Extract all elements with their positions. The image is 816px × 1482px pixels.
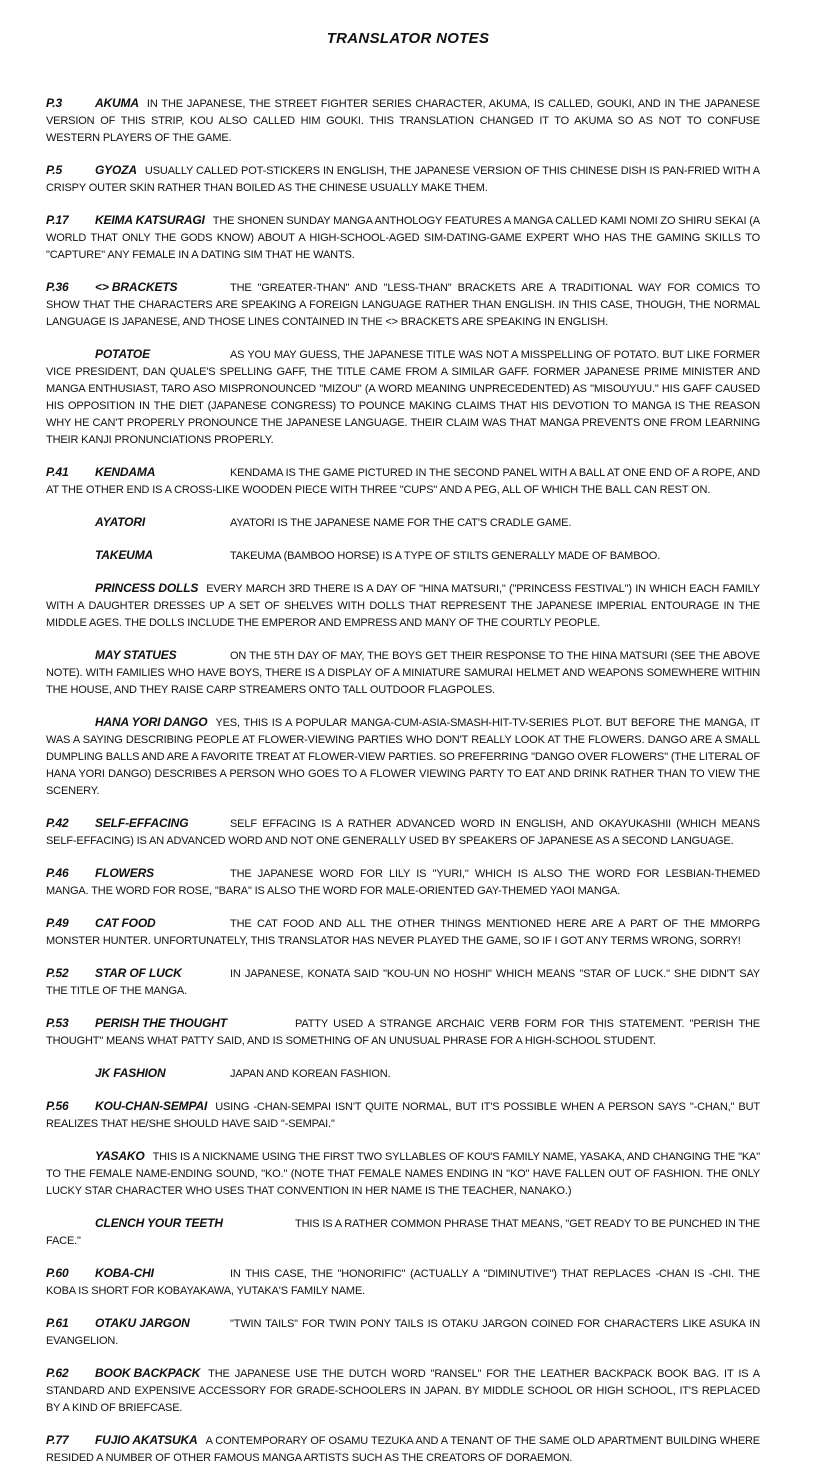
note-text: IN JAPANESE, KONATA SAID "KOU-UN NO HOSHI" WHICH MEANS "STAR OF LUCK." SHE DIDN'T SAY THE TITLE OF THE MANGA. [46, 968, 760, 997]
note-term: CAT FOOD [95, 916, 156, 930]
note-text: EVERY MARCH 3RD THERE IS A DAY OF "HINA MATSURI," ("PRINCESS FESTIVAL") IN WHICH EACH FAMILY WITH A DAUGHTER DRESSES UP A SET OF SHELVES WITH DOLLS THAT REPRESENT THE JAPANESE IMPERIAL ENTOURAGE IN THE MIDDLE AGES. THE DOLLS INCLUDE THE EMPEROR AND EMPRESS AND MANY OF THE COURTLY PEOPLE. [46, 583, 760, 629]
note-entry [46, 1432, 760, 1467]
note-entry [46, 1265, 760, 1300]
note-term: YASAKO [95, 1149, 145, 1163]
note-page-number: P.60 [46, 1266, 69, 1280]
note-text: THIS IS A RATHER COMMON PHRASE THAT MEANS, "GET READY TO BE PUNCHED IN THE FACE." [46, 1218, 760, 1247]
note-term: BOOK BACKPACK [95, 1366, 201, 1380]
translator-notes-list [46, 95, 760, 1482]
note-term: OTAKU JARGON [95, 1316, 190, 1330]
note-entry [46, 162, 760, 197]
note-entry [46, 915, 760, 950]
note-page-number: P.17 [46, 213, 69, 227]
note-entry [46, 346, 760, 449]
note-entry [46, 865, 760, 900]
note-text: THE CAT FOOD AND ALL THE OTHER THINGS MENTIONED HERE ARE A PART OF THE MMORPG MONSTER HUNTER. UNFORTUNATELY, THIS TRANSLATOR HAS NEVER PLAYED THE GAME, SO IF I GOT ANY TERMS WRONG, SORRY! [46, 918, 760, 947]
note-term: GYOZA [95, 163, 137, 177]
note-page-number: P.62 [46, 1366, 69, 1380]
note-term: HANA YORI DANGO [95, 715, 208, 729]
note-page-number: P.56 [46, 1099, 69, 1113]
note-page-number: P.36 [46, 280, 69, 294]
note-text: ON THE 5TH DAY OF MAY, THE BOYS GET THEIR RESPONSE TO THE HINA MATSURI (SEE THE ABOVE NOTE). WITH FAMILIES WHO HAVE BOYS, THERE IS A DISPLAY OF A MINIATURE SAMURAI HELMET AND WEAPONS SOMEWHERE WITHIN THE HOUSE, AND THEY RAISE CARP STREAMERS ONTO TALL OUTDOOR FLAGPOLES. [46, 650, 760, 696]
note-term: KOBA-CHI [95, 1266, 154, 1280]
note-text: THIS IS A NICKNAME USING THE FIRST TWO SYLLABLES OF KOU'S FAMILY NAME, YASAKA, AND CHANGING THE "KA" TO THE FEMALE NAME-ENDING SOUND, "KO." (NOTE THAT FEMALE NAMES ENDING IN "KO" HAVE FALLEN OUT OF FASHION. THE ONLY LUCKY STAR CHARACTER WHO USES THAT CONVENTION IN HER NAME IS THE TEACHER, NANAKO.) [46, 1151, 760, 1197]
note-entry [46, 714, 760, 800]
note-entry [46, 514, 760, 532]
note-text: IN THE JAPANESE, THE STREET FIGHTER SERIES CHARACTER, AKUMA, IS CALLED, GOUKI, AND IN THE JAPANESE VERSION OF THIS STRIP, KOU ALSO CALLED HIM GOUKI. THIS TRANSLATION CHANGED IT TO AKUMA SO AS NOT TO CONFUSE WESTERN PLAYERS OF THE GAME. [46, 98, 760, 144]
note-text: PATTY USED A STRANGE ARCHAIC VERB FORM FOR THIS STATEMENT. "PERISH THE THOUGHT" MEANS WHAT PATTY SAID, AND IS SOMETHING OF AN UNUSUAL PHRASE FOR A HIGH-SCHOOL STUDENT. [46, 1018, 760, 1047]
note-page-number: P.77 [46, 1433, 69, 1447]
note-entry [46, 1015, 760, 1050]
note-term: FUJIO AKATSUKA [95, 1433, 198, 1447]
note-term: AKUMA [95, 96, 139, 110]
note-page-number: P.46 [46, 866, 69, 880]
note-term: CLENCH YOUR TEETH [95, 1216, 223, 1230]
note-entry [46, 1098, 760, 1133]
note-page-number: P.52 [46, 966, 69, 980]
note-entry [46, 95, 760, 147]
note-term: KOU-CHAN-SEMPAI [95, 1099, 208, 1113]
note-entry [46, 965, 760, 1000]
note-text: JAPAN AND KOREAN FASHION. [230, 1068, 391, 1080]
note-term: TAKEUMA [95, 548, 154, 562]
note-page-number: P.5 [46, 163, 63, 177]
page-title: TRANSLATOR NOTES [326, 30, 490, 47]
note-entry [46, 1148, 760, 1200]
note-term: PRINCESS DOLLS [95, 581, 199, 595]
note-page-number: P.61 [46, 1316, 69, 1330]
note-text: THE JAPANESE USE THE DUTCH WORD "RANSEL" FOR THE LEATHER BACKPACK BOOK BAG. IT IS A STANDARD AND EXPENSIVE ACCESSORY FOR GRADE-SCHOOLERS IN JAPAN. BY MIDDLE SCHOOL OR HIGH SCHOOL, IT'S REPLACED BY A KIND OF BRIEFCASE. [46, 1368, 760, 1414]
note-term: STAR OF LUCK [95, 966, 182, 980]
note-entry [46, 1365, 760, 1417]
note-text: "TWIN TAILS" FOR TWIN PONY TAILS IS OTAKU JARGON COINED FOR CHARACTERS LIKE ASUKA IN EVANGELION. [46, 1318, 760, 1347]
note-text: SELF EFFACING IS A RATHER ADVANCED WORD IN ENGLISH, AND OKAYUKASHII (WHICH MEANS SELF-EFFACING) IS AN ADVANCED WORD AND NOT ONE GENERALLY USED BY SPEAKERS OF JAPANESE AS A SECOND LANGUAGE. [46, 818, 760, 847]
note-text: A CONTEMPORARY OF OSAMU TEZUKA AND A TENANT OF THE SAME OLD APARTMENT BUILDING WHERE RESIDED A NUMBER OF OTHER FAMOUS MANGA ARTISTS SUCH AS THE CREATORS OF DORAEMON. [46, 1435, 760, 1464]
note-term: POTATOE [95, 347, 150, 361]
note-term: SELF-EFFACING [95, 816, 189, 830]
note-entry [46, 464, 760, 499]
note-entry [46, 547, 760, 565]
note-text: AS YOU MAY GUESS, THE JAPANESE TITLE WAS NOT A MISSPELLING OF POTATO. BUT LIKE FORMER VICE PRESIDENT, DAN QUALE'S SPELLING GAFF, THE TITLE CAME FROM A SIMILAR GAFF. FORMER JAPANESE PRIME MINISTER AND MANGA ENTHUSIAST, TARO ASO MISPRONOUNCED "MIZOU" (A WORD MEANING UNPRECEDENTED) AS "MISOUYUU." HIS GAFF CAUSED HIS OPPOSITION IN THE DIET (JAPANESE CONGRESS) TO POUNCE MAKING CLAIMS THAT HIS DEVOTION TO MANGA IS THE REASON WHY HE CAN'T PROPERLY PRONOUNCE THE JAPANESE LANGUAGE. THEIR CLAIM WAS THAT MANGA PREVENTS ONE FROM LEARNING THEIR KANJI PRONUNCIATIONS PROPERLY. [46, 349, 760, 446]
note-text: KENDAMA IS THE GAME PICTURED IN THE SECOND PANEL WITH A BALL AT ONE END OF A ROPE, AND AT THE OTHER END IS A CROSS-LIKE WOODEN PIECE WITH THREE "CUPS" AND A PEG, ALL OF WHICH THE BALL CAN REST ON. [46, 467, 760, 496]
note-term: JK FASHION [95, 1066, 166, 1080]
note-text: IN THIS CASE, THE "HONORIFIC" (ACTUALLY A "DIMINUTIVE") THAT REPLACES -CHAN IS -CHI. THE KOBA IS SHORT FOR KOBAYAKAWA, YUTAKA'S FAMILY NAME. [46, 1268, 760, 1297]
note-text: THE SHONEN SUNDAY MANGA ANTHOLOGY FEATURES A MANGA CALLED KAMI NOMI ZO SHIRU SEKAI (A WORLD THAT ONLY THE GODS KNOW) ABOUT A HIGH-SCHOOL-AGED SIM-DATING-GAME EXPERT WHO HAS THE GAMING SKILLS TO "CAPTURE" ANY FEMALE IN A DATING SIM THAT HE WANTS. [46, 215, 760, 261]
note-page-number: P.53 [46, 1016, 69, 1030]
note-term: FLOWERS [95, 866, 154, 880]
note-text: TAKEUMA (BAMBOO HORSE) IS A TYPE OF STILTS GENERALLY MADE OF BAMBOO. [230, 550, 661, 562]
note-text: USING -CHAN-SEMPAI ISN'T QUITE NORMAL, BUT IT'S POSSIBLE WHEN A PERSON SAYS "-CHAN," BUT REALIZES THAT HE/SHE SHOULD HAVE SAID "-SEMPAI." [46, 1101, 760, 1130]
note-entry [46, 1315, 760, 1350]
note-text: USUALLY CALLED POT-STICKERS IN ENGLISH, THE JAPANESE VERSION OF THIS CHINESE DISH IS PAN-FRIED WITH A CRISPY OUTER SKIN RATHER THAN BOILED AS THE CHINESE USUALLY MAKE THEM. [46, 165, 760, 194]
note-text: AYATORI IS THE JAPANESE NAME FOR THE CAT'S CRADLE GAME. [230, 517, 572, 529]
note-page-number: P.3 [46, 96, 63, 110]
note-text: YES, THIS IS A POPULAR MANGA-CUM-ASIA-SMASH-HIT-TV-SERIES PLOT. BUT BEFORE THE MANGA, IT WAS A SAYING DESCRIBING PEOPLE AT FLOWER-VIEWING PARTIES WHO DON'T REALLY LOOK AT THE FLOWERS. DANGO ARE A SMALL DUMPLING BALLS AND ARE A FAVORITE TREAT AT FLOWER-VIEW PARTIES. SO PREFERRING "DANGO OVER FLOWERS" (THE LITERAL OF HANA YORI DANGO) DESCRIBES A PERSON WHO GOES TO A FLOWER VIEWING PARTY TO EAT AND DRINK RATHER THAN TO VIEW THE SCENERY. [46, 717, 760, 797]
note-term: <> BRACKETS [95, 280, 178, 294]
note-entry [46, 815, 760, 850]
note-entry [46, 279, 760, 331]
note-page-number: P.42 [46, 816, 69, 830]
note-page-number: P.41 [46, 465, 69, 479]
note-text: THE "GREATER-THAN" AND "LESS-THAN" BRACKETS ARE A TRADITIONAL WAY FOR COMICS TO SHOW THAT THE CHARACTERS ARE SPEAKING A FOREIGN LANGUAGE RATHER THAN ENGLISH. IN THIS CASE, THOUGH, THE NORMAL LANGUAGE IS JAPANESE, AND THOSE LINES CONTAINED IN THE <> BRACKETS ARE SPEAKING IN ENGLISH. [46, 282, 760, 328]
note-entry [46, 212, 760, 264]
note-term: AYATORI [95, 515, 146, 529]
note-entry [46, 580, 760, 632]
note-text: THE JAPANESE WORD FOR LILY IS "YURI," WHICH IS ALSO THE WORD FOR LESBIAN-THEMED MANGA. THE WORD FOR ROSE, "BARA" IS ALSO THE WORD FOR MALE-ORIENTED GAY-THEMED YAOI MANGA. [46, 868, 760, 897]
note-term: KEIMA KATSURAGI [95, 213, 205, 227]
note-entry [46, 1065, 760, 1083]
note-page-number: P.49 [46, 916, 69, 930]
note-term: PERISH THE THOUGHT [95, 1016, 227, 1030]
note-entry [46, 1215, 760, 1250]
note-term: MAY STATUES [95, 648, 177, 662]
note-entry [46, 647, 760, 699]
note-term: KENDAMA [95, 465, 156, 479]
